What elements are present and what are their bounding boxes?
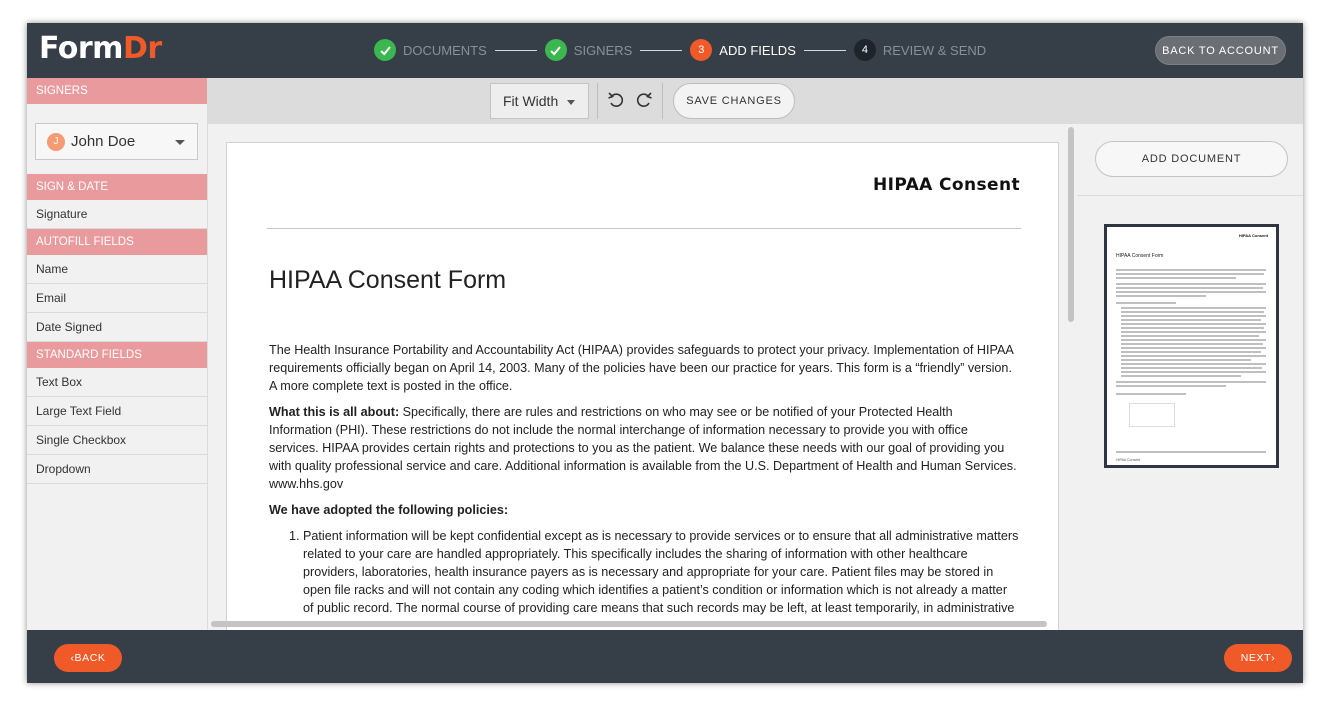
app-frame [27, 23, 1303, 683]
logo[interactable] [39, 31, 162, 66]
zoom-select[interactable] [490, 83, 589, 119]
redo-icon[interactable] [634, 90, 654, 110]
step-documents[interactable] [374, 39, 487, 61]
scroll-thumb[interactable] [1068, 127, 1074, 322]
policies-heading: We have adopted the following policies: [269, 503, 509, 517]
document-thumbnail[interactable] [1104, 224, 1279, 468]
field-signature[interactable]: Signature [27, 200, 207, 229]
field-single-checkbox[interactable]: Single Checkbox [27, 426, 207, 455]
field-large-text[interactable]: Large Text Field [27, 397, 207, 426]
chevron-down-icon [567, 100, 575, 105]
signer-select[interactable] [35, 123, 198, 160]
vertical-scrollbar[interactable] [1065, 124, 1077, 630]
thumbnail-footer: HIPAA Consent [1116, 458, 1141, 462]
step-label: SIGNERS [573, 42, 633, 58]
fields-sidebar [27, 78, 208, 630]
check-icon [545, 39, 567, 61]
step-label: DOCUMENTS [403, 42, 487, 58]
about-label: What this is all about: [269, 405, 400, 419]
field-text-box[interactable]: Text Box [27, 368, 207, 397]
document-body [269, 341, 1019, 617]
sign-date-header: SIGN & DATE [27, 174, 207, 200]
back-to-account-button[interactable]: BACK TO ACCOUNT [1155, 36, 1286, 65]
policy-item: 1. Patient information will be kept confidential except as is necessary to provide services or to ensure that all administrative matters related to your care are handled appropriately. This specifically includes the sharing of information with other healthcare providers, laboratories, health insurance payers as is necessary and appropriate for your care. Patient files may be stored in open file racks and will not contain any coding which identifies a patient’s condition or information which is not already a matter of public record. The normal course of providing care means that such records may be left, at least temporarily, in administrative [303, 527, 1019, 617]
add-document-button[interactable]: ADD DOCUMENT [1095, 141, 1288, 177]
standard-fields-header: STANDARD FIELDS [27, 342, 207, 368]
horizontal-scrollbar[interactable] [208, 619, 1065, 630]
field-name[interactable]: Name [27, 255, 207, 284]
bottom-footer [27, 630, 1303, 683]
step-number: 3 [690, 39, 712, 61]
document-header-title: HIPAA Consent [872, 175, 1020, 195]
thumbnail-header: HIPAA Consent [1238, 233, 1268, 238]
thumbnail-signature-box [1129, 403, 1175, 427]
chevron-down-icon [175, 140, 185, 145]
document-toolbar [208, 78, 1303, 124]
panel-divider [1077, 195, 1303, 196]
progress-steps [374, 38, 986, 62]
chevron-right-icon: › [1271, 652, 1276, 664]
step-label: REVIEW & SEND [882, 42, 987, 58]
step-connector [495, 50, 537, 51]
step-label: ADD FIELDS [719, 42, 796, 58]
about-text: Specifically, there are rules and restrictions on who may see or be notified of your Protected Health Information (PHI). These restrictions do not include the normal interchange of information necessary to provide you with office services. HIPAA provides certain rights and protections to you as the patient. We balance these needs with our goal of providing you with quality professional service and care. Additional information is available from the U.S. Department of Health and Human Services. www.hhs.gov [269, 405, 1017, 491]
next-button[interactable] [1224, 644, 1292, 672]
header-divider [267, 228, 1021, 229]
top-header [27, 23, 1303, 78]
save-changes-button[interactable]: SAVE CHANGES [673, 83, 795, 119]
field-date-signed[interactable]: Date Signed [27, 313, 207, 342]
chevron-left-icon: ‹ [70, 652, 75, 664]
document-title: HIPAA Consent Form [269, 266, 507, 294]
logo-main: Form [39, 31, 123, 66]
undo-icon[interactable] [606, 90, 626, 110]
field-email[interactable]: Email [27, 284, 207, 313]
toolbar-divider [662, 83, 663, 119]
signers-header: SIGNERS [27, 78, 207, 104]
intro-paragraph: The Health Insurance Portability and Accountability Act (HIPAA) provides safeguards to protect your privacy. Implementation of HIPAA requirements officially began on April 14, 2003. Many of the policies have been our practice for years. This form is a “friendly” version. A more complete text is posted in the office. [269, 343, 1014, 393]
signer-name: John Doe [71, 133, 136, 150]
field-dropdown[interactable]: Dropdown [27, 455, 207, 484]
autofill-header: AUTOFILL FIELDS [27, 229, 207, 255]
step-number: 4 [854, 39, 876, 61]
check-icon [374, 39, 396, 61]
step-add-fields[interactable] [690, 39, 796, 61]
about-paragraph [269, 403, 1019, 493]
documents-panel [1077, 124, 1303, 630]
next-label: NEXT [1240, 652, 1272, 664]
step-connector [804, 50, 846, 51]
zoom-value: Fit Width [503, 93, 559, 109]
policies-list [303, 527, 1019, 617]
document-viewer[interactable] [208, 124, 1065, 630]
step-connector [640, 50, 682, 51]
avatar: J [47, 133, 65, 151]
logo-accent: Dr [122, 31, 162, 66]
step-review-send[interactable] [854, 39, 986, 61]
thumbnail-title: HIPAA Consent Form [1116, 253, 1164, 259]
toolbar-divider [597, 83, 598, 119]
document-page[interactable] [226, 142, 1059, 630]
scroll-thumb[interactable] [211, 621, 1047, 627]
back-label: BACK [74, 652, 106, 664]
step-signers[interactable] [545, 39, 633, 61]
back-button[interactable] [54, 644, 122, 672]
